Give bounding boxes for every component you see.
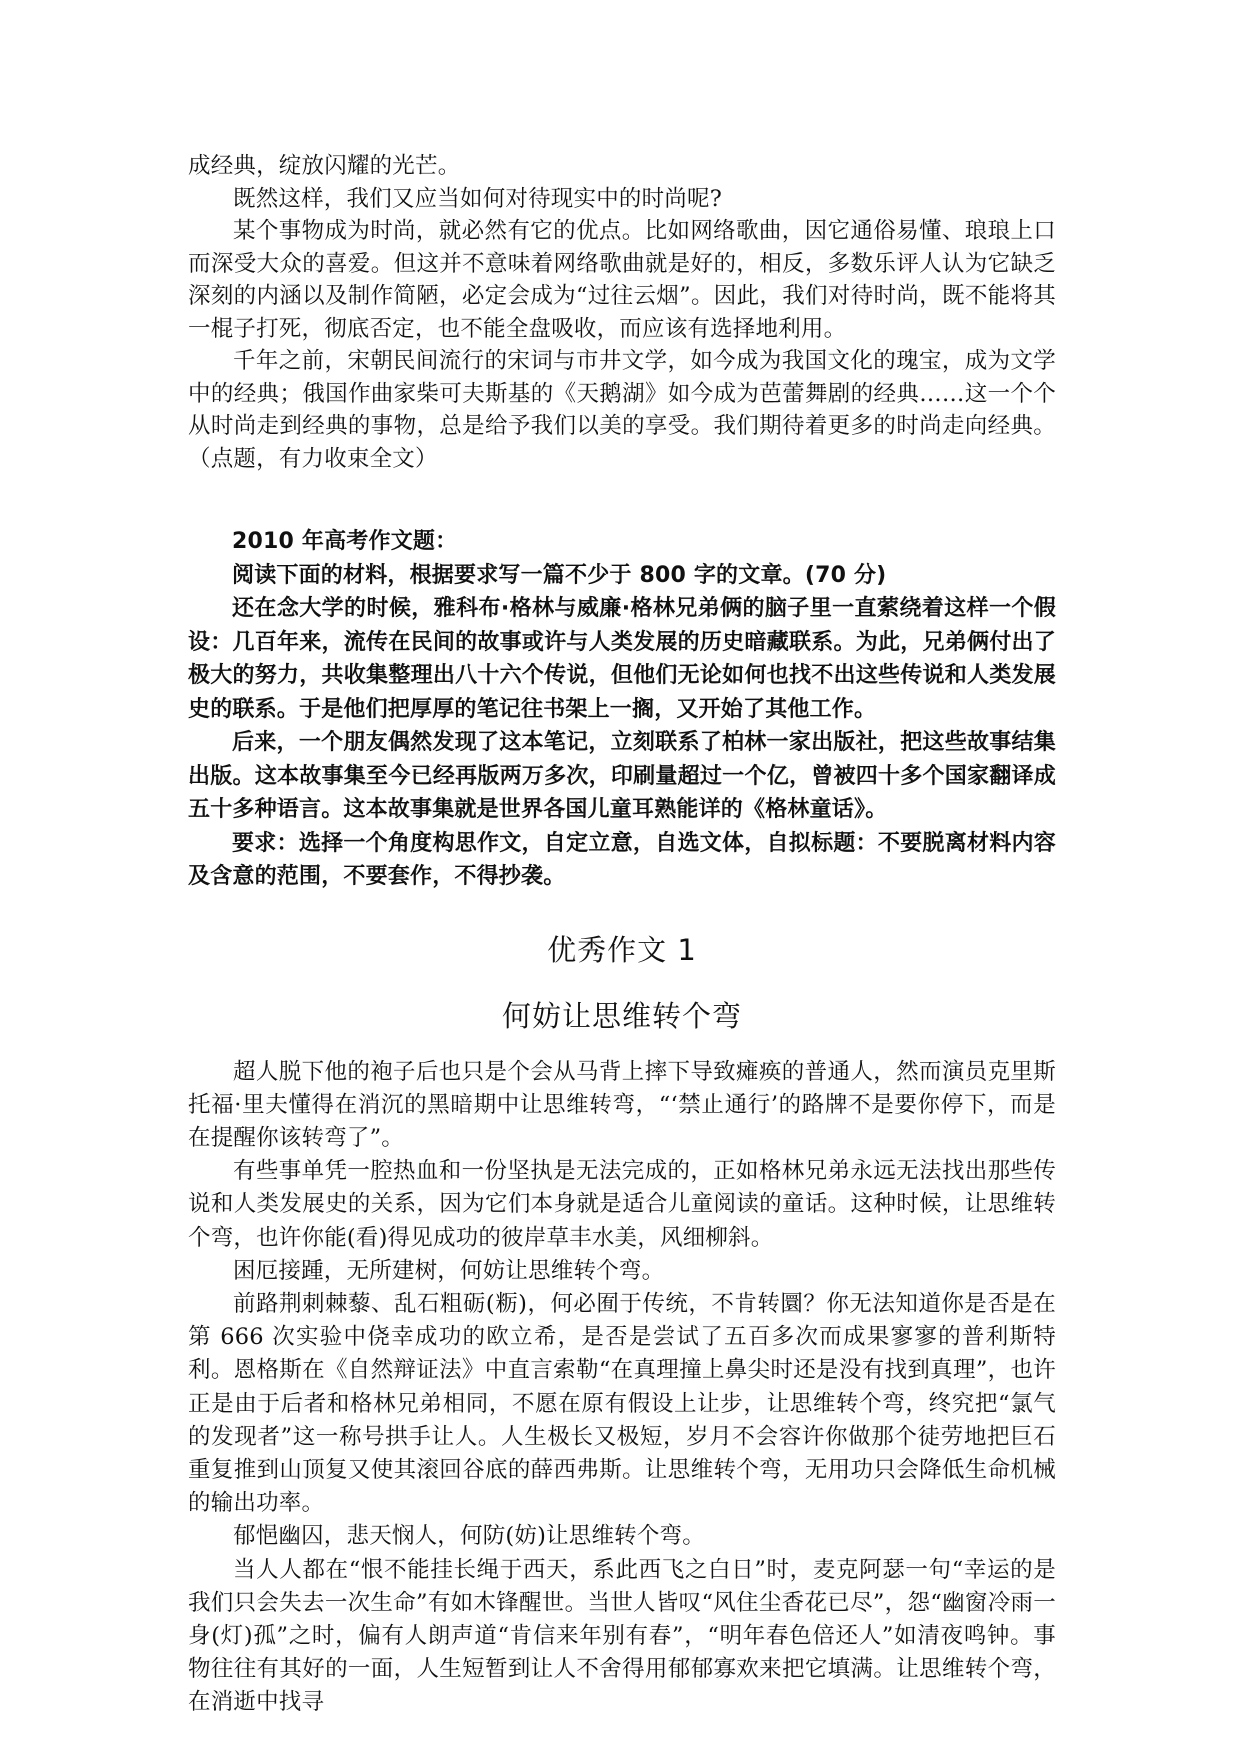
essay-paragraph-2: 有些事单凭一腔热血和一份坚执是无法完成的，正如格林兄弟永远无法找出那些传说和人类发展史的关系，因为它们本身就是适合儿童阅读的童话。这种时候，让思维转个弯，也许你能(看)得见成功的彼岸草丰水美，风细柳斜。 [188,1158,1056,1251]
sample-essay-body [188,1056,1056,1720]
intro-paragraph-4: 千年之前，宋朝民间流行的宋词与市井文学，如今成为我国文化的瑰宝，成为文学中的经典；俄国作曲家柴可夫斯基的《天鹅湖》如今成为芭蕾舞剧的经典……这一个个从时尚走到经典的事物，总是给予我们以美的享受。我们期待着更多的时尚走向经典。（点题，有力收束全文） [188,348,1056,472]
intro-paragraph-1: 成经典，绽放闪耀的光芒。 [188,153,461,179]
essay-paragraph-5: 郁悒幽囚，悲天悯人，何防(妨)让思维转个弯。 [233,1523,705,1550]
exam-prompt-material-1: 还在念大学的时候，雅科布·格林与威廉·格林兄弟俩的脑子里一直萦绕着这样一个假设：几百年来，流传在民间的故事或许与人类发展的历史暗藏联系。为此，兄弟俩付出了极大的努力，共收集整理出八十六个传说，但他们无论如何也找不出这些传说和人类发展史的联系。于是他们把厚厚的笔记往书架上一搁，又开始了其他工作。 [188,596,1056,722]
section-gap [188,475,1056,525]
intro-paragraph-3: 某个事物成为时尚，就必然有它的优点。比如网络歌曲，因它通俗易懂、琅琅上口而深受大众的喜爱。但这并不意味着网络歌曲就是好的，相反，多数乐评人认为它缺乏深刻的内涵以及制作简陋，必定会成为“过往云烟”。因此，我们对待时尚，既不能将其一棍子打死，彻底否定，也不能全盘吸收，而应该有选择地利用。 [188,218,1056,342]
intro-paragraph-2: 既然这样，我们又应当如何对待现实中的时尚呢? [233,185,722,212]
exam-prompt-requirement: 要求：选择一个角度构思作文，自定立意，自选文体，自拟标题：不要脱离材料内容及含意的范围，不要套作，不得抄袭。 [188,830,1056,889]
exam-prompt-material-2: 后来，一个朋友偶然发现了这本笔记，立刻联系了柏林一家出版社，把这些故事结集出版。这本故事集至今已经再版两万多次，印刷量超过一个亿，曾被四十多个国家翻译成五十多种语言。这本故事集就是世界各国儿童耳熟能详的《格林童话》。 [188,730,1056,822]
essay-paragraph-3: 困厄接踵，无所建树，何妨让思维转个弯。 [233,1257,665,1284]
essay-paragraph-6: 当人人都在“恨不能挂长绳于西天，系此西飞之白日”时，麦克阿瑟一句“幸运的是我们只会失去一次生命”有如木锋醒世。当世人皆叹“风住尘香花已尽”，怨“幽窗冷雨一身(灯)孤”之时，偏有人朗声道“肯信来年别有春”，“明年春色倍还人”如清夜鸣钟。事物往往有其好的一面，人生短暂到让人不舍得用郁郁寡欢来把它填满。让思维转个弯，在消逝中找寻 [188,1556,1056,1716]
essay-title: 何妨让思维转个弯 [501,998,742,1033]
exam-prompt-instruction: 阅读下面的材料，根据要求写一篇不少于 800 字的文章。(70 分) [232,562,887,588]
document-page [188,150,1056,1720]
essay-paragraph-1: 超人脱下他的袍子后也只是个会从马背上摔下导致瘫痪的普通人，然而演员克里斯托福·里夫懂得在消沉的黑暗期中让思维转弯，“‘禁止通行’的路牌不是要你停下，而是在提醒你该转弯了”。 [188,1058,1056,1151]
exam-prompt-title: 2010 年高考作文题： [232,529,458,554]
essay-paragraph-4: 前路荆刺棘藜、乱石粗砺(粝)，何必囿于传统，不肯转圜？你无法知道你是否是在第 666 次实验中侥幸成功的欧立希，是否是尝试了五百多次而成果寥寥的普利斯特利。恩格斯在《自然辩证法》中直言索勒“在真理撞上鼻尖时还是没有找到真理”，也许正是由于后者和格林兄弟相同，不愿在原有假设上让步，让思维转个弯，终究把“氯气的发现者”这一称号拱手让人。人生极长又极短，岁月不会容许你做那个徒劳地把巨石重复推到山顶复又使其滚回谷底的薛西弗斯。让思维转个弯，无用功只会降低生命机械的输出功率。 [188,1290,1056,1517]
exam-prompt [188,525,1056,894]
section-heading: 优秀作文 1 [547,932,697,967]
intro-essay [188,150,1056,475]
